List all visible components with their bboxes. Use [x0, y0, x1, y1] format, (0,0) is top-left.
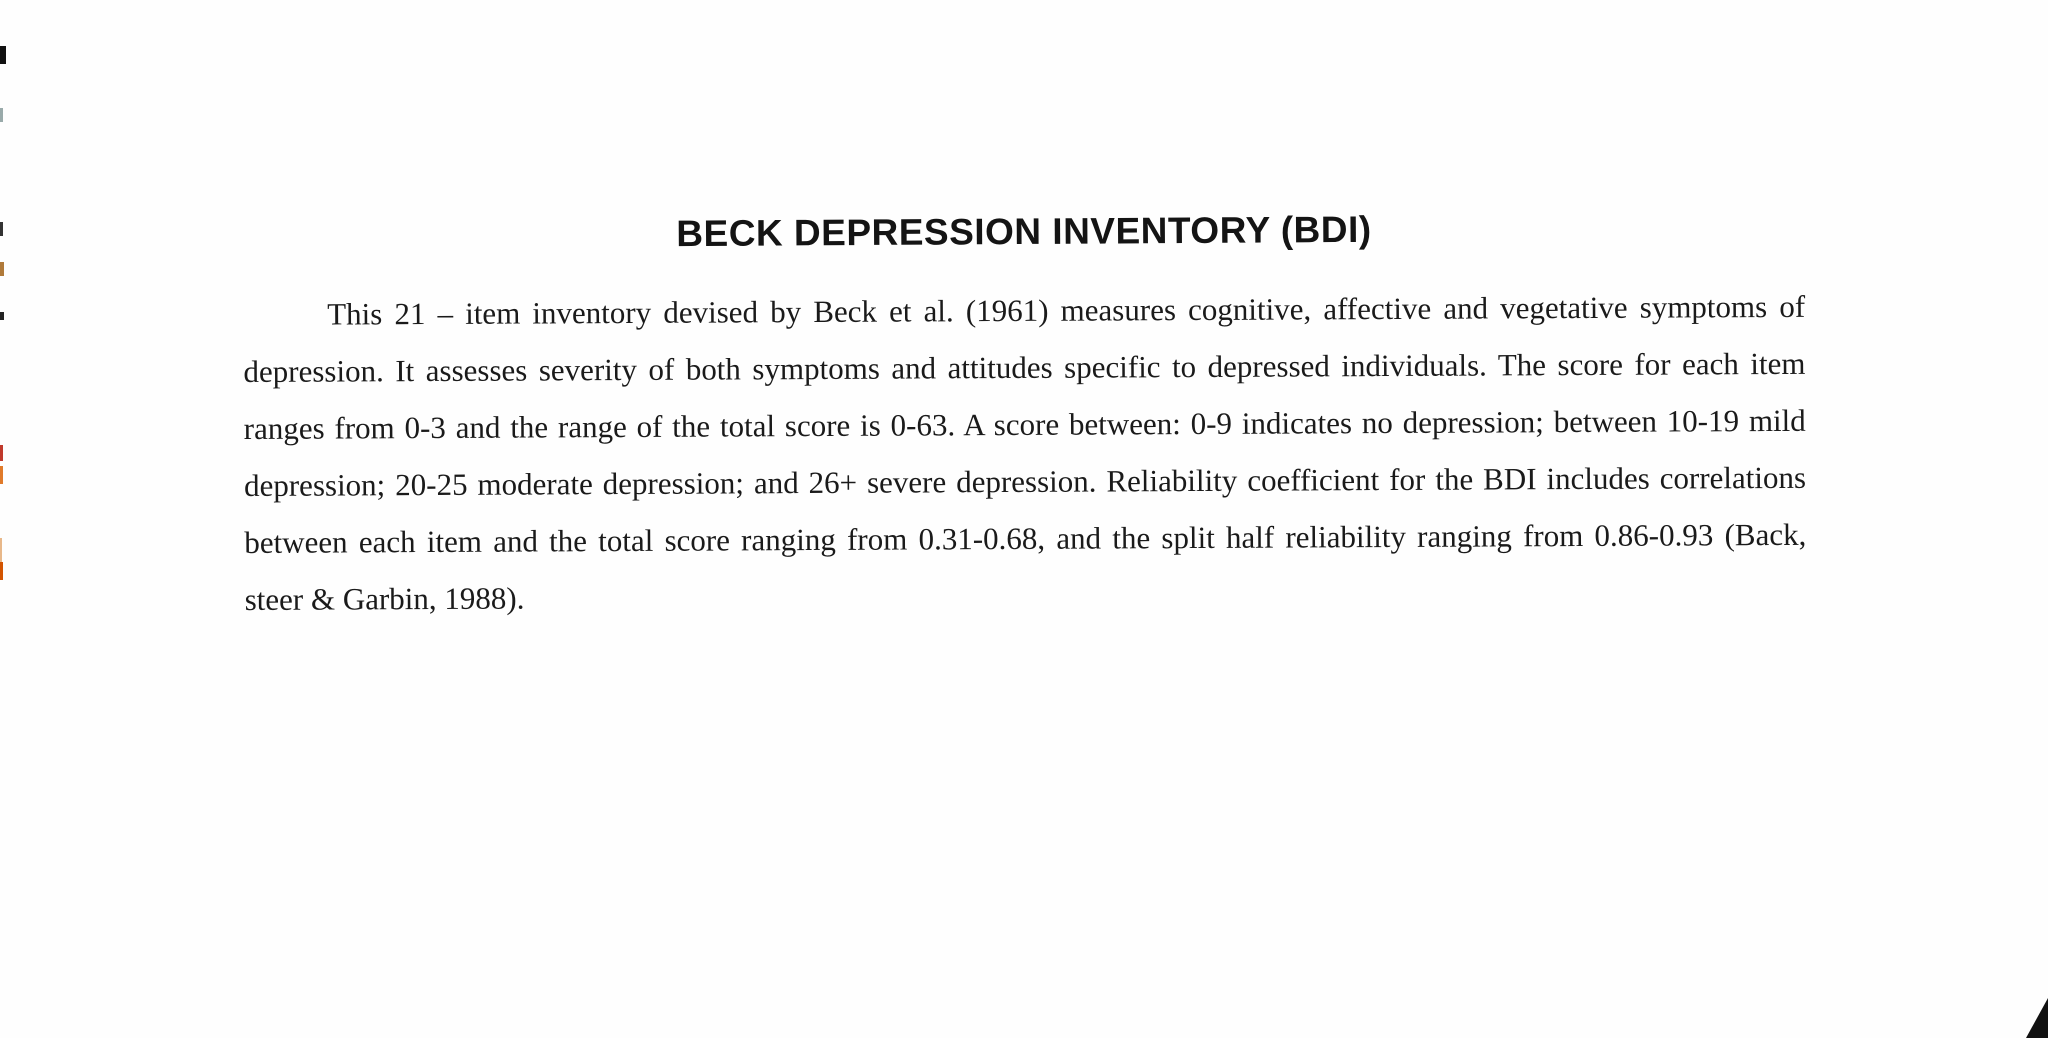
edge-mark	[0, 262, 4, 276]
adjacent-page-edge	[0, 0, 10, 1038]
edge-mark	[0, 445, 3, 461]
document-title: BECK DEPRESSION INVENTORY (BDI)	[676, 208, 1372, 254]
edge-mark	[0, 562, 3, 580]
edge-mark	[0, 46, 6, 64]
edge-mark	[0, 466, 3, 484]
edge-mark	[0, 312, 4, 320]
page-corner-shadow	[2026, 998, 2048, 1038]
document-paragraph: This 21 – item inventory devised by Beck et al. (1961) measures cognitive, affective and vegetative symptoms of depression. It assesses severity of both symptoms and attitudes specific to depressed individuals. The score for each item ranges from 0-3 and the range of the total score is 0-63. A score between: 0-9 indicates no depression; between 10-19 mild depression; 20-25 moderate depression; and 26+ severe depression. Reliability coefficient for the BDI includes correlations between each item and the total score ranging from 0.31-0.68, and the split half reliability ranging from 0.86-0.93 (Back, steer & Garbin, 1988).	[243, 288, 1807, 617]
edge-mark	[0, 108, 3, 122]
